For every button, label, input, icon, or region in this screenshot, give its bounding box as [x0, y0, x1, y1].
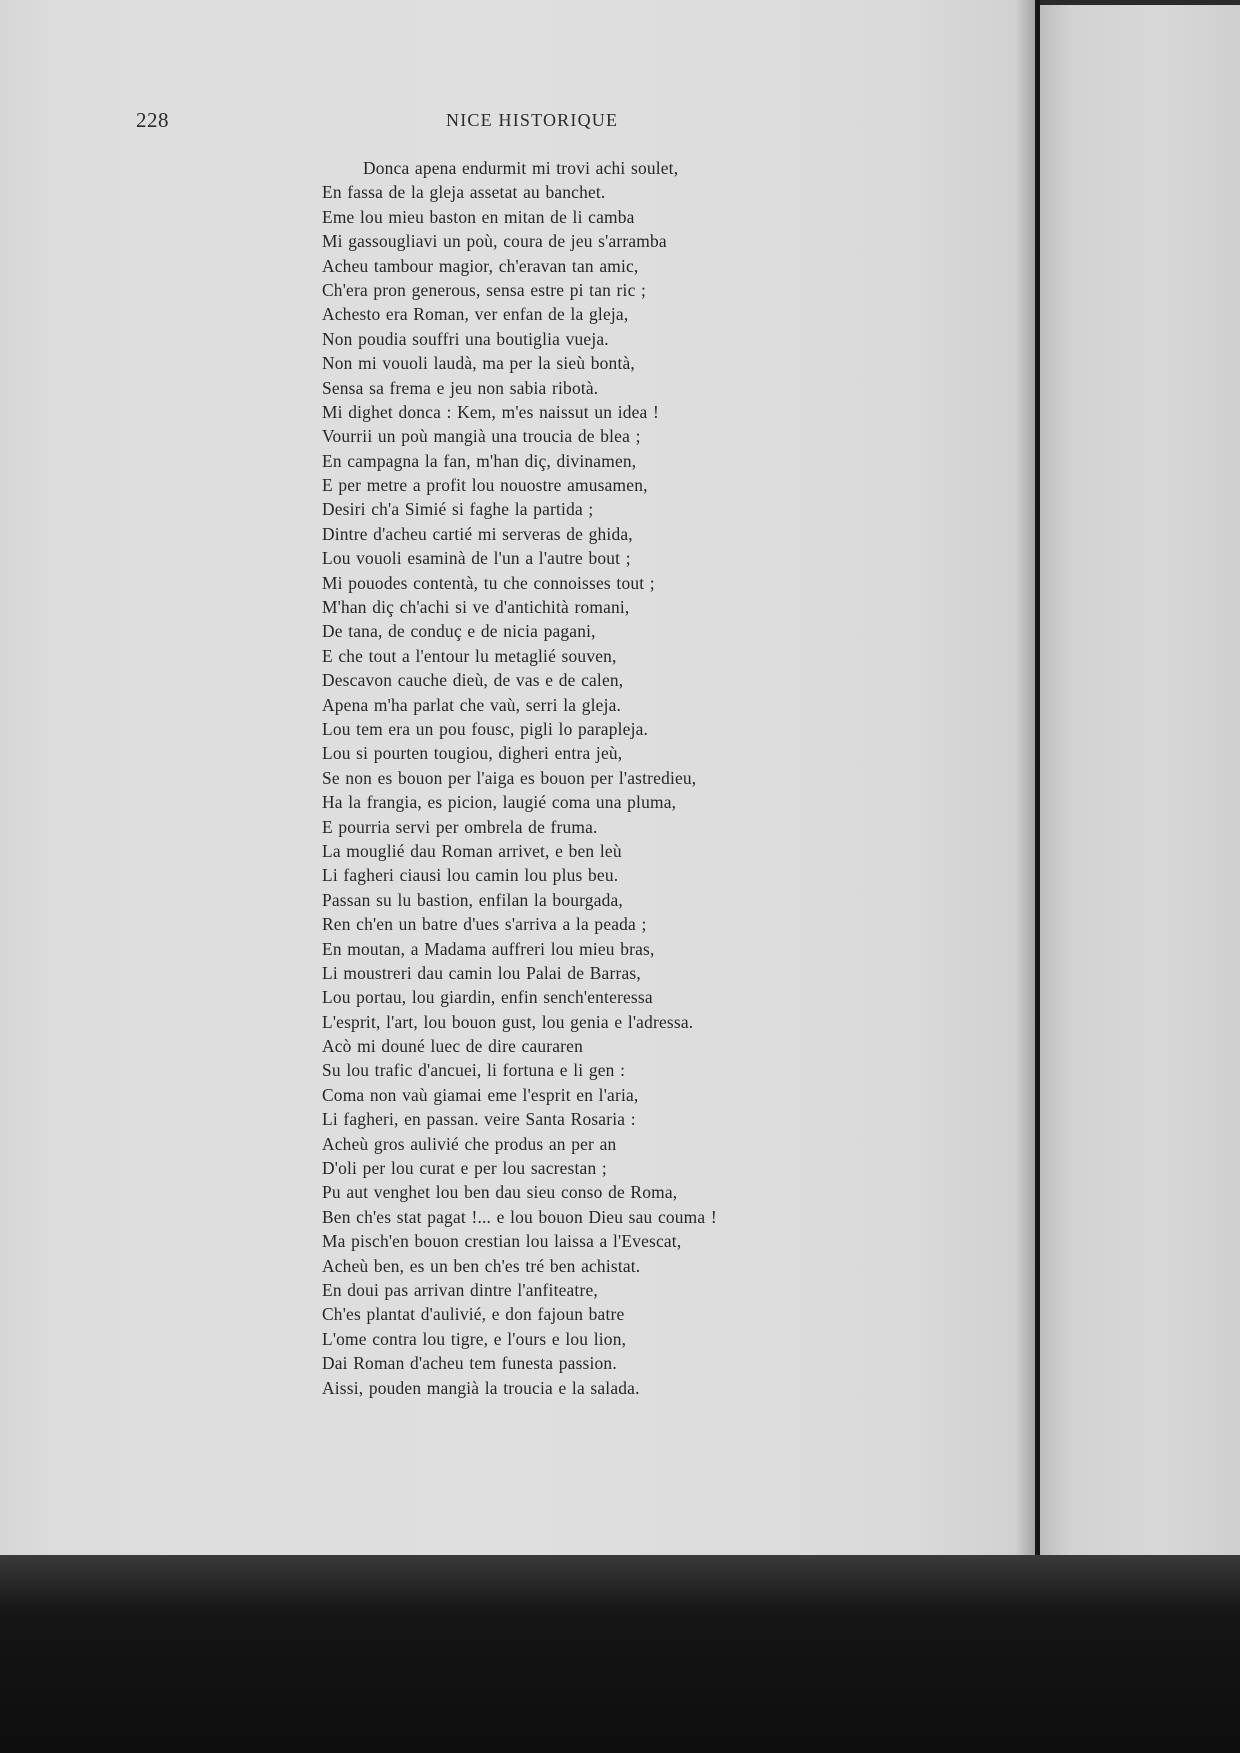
verse-line: Se non es bouon per l'aiga es bouon per l'astredieu,	[322, 767, 697, 788]
running-head: NICE HISTORIQUE	[446, 110, 619, 130]
verse-line: De tana, de conduç e de nicia pagani,	[322, 621, 596, 642]
verse-line: Lou vouoli esaminà de l'un a l'autre bout ;	[322, 548, 631, 569]
verse-line: Vourrii un poù mangià una troucia de blea ;	[322, 426, 641, 447]
verse-line: Ch'era pron generous, sensa estre pi tan ric ;	[322, 279, 647, 300]
verse-line: Acheù gros aulivié che produs an per an	[322, 1133, 617, 1154]
verse-line: L'ome contra lou tigre, e l'ours e lou lion,	[322, 1328, 627, 1349]
verse-line: Ma pisch'en bouon crestian lou laissa a l'Evescat,	[322, 1231, 682, 1252]
verse-line: Mi dighet donca : Kem, m'es naissut un idea !	[322, 401, 660, 422]
verse-line: Achesto era Roman, ver enfan de la gleja,	[322, 304, 629, 325]
scanner-bed-background	[0, 1555, 1240, 1753]
poem-verse	[322, 156, 1022, 1400]
verse-line: Pu aut venghet lou ben dau sieu conso de Roma,	[322, 1182, 678, 1203]
verse-line: Ren ch'en un batre d'ues s'arriva a la peada ;	[322, 914, 647, 935]
verse-line: En moutan, a Madama auffreri lou mieu bras,	[322, 938, 655, 959]
verse-line: Coma non vaù giamai eme l'esprit en l'aria,	[322, 1084, 639, 1105]
verse-line: Dintre d'acheu cartié mi serveras de ghida,	[322, 523, 633, 544]
verse-line: Ha la frangia, es picion, laugié coma una pluma,	[322, 792, 677, 813]
verse-line: Mi gassougliavi un poù, coura de jeu s'arramba	[322, 231, 667, 252]
verse-line: En campagna la fan, m'han diç, divinamen,	[322, 450, 637, 471]
verse-line: La mouglié dau Roman arrivet, e ben leù	[322, 840, 622, 861]
verse-line: En fassa de la gleja assetat au banchet.	[322, 182, 606, 203]
verse-line: Sensa sa frema e jeu non sabia ribotà.	[322, 377, 599, 398]
verse-line: D'oli per lou curat e per lou sacrestan ;	[322, 1158, 607, 1179]
verse-line: E per metre a profit lou nouostre amusamen,	[322, 475, 648, 496]
verse-line: Mi pouodes contentà, tu che connoisses tout ;	[322, 572, 655, 593]
verse-line: Lou portau, lou giardin, enfin sench'enteressa	[322, 987, 653, 1008]
verse-line: Acheu tambour magior, ch'eravan tan amic,	[322, 255, 639, 276]
verse-line: Ch'es plantat d'aulivié, e don fajoun batre	[322, 1304, 625, 1325]
verse-line: Non poudia souffri una boutiglia vueja.	[322, 328, 609, 349]
verse-line: Apena m'ha parlat che vaù, serri la gleja.	[322, 694, 622, 715]
page-number: 228	[136, 108, 169, 132]
verse-line: Aissi, pouden mangià la troucia e la salada.	[322, 1377, 640, 1398]
facing-page-top-edge	[1040, 0, 1240, 5]
verse-line: Desiri ch'a Simié si faghe la partida ;	[322, 499, 594, 520]
verse-line: E che tout a l'entour lu metaglié souven,	[322, 645, 617, 666]
verse-line: M'han diç ch'achi si ve d'antichità romani,	[322, 597, 630, 618]
verse-line: Li fagheri ciausi lou camin lou plus beu.	[322, 865, 619, 886]
verse-line: L'esprit, l'art, lou bouon gust, lou genia e l'adressa.	[322, 1011, 694, 1032]
verse-line: Li moustreri dau camin lou Palai de Barras,	[322, 962, 641, 983]
verse-line: Lou si pourten tougiou, digheri entra jeù,	[322, 743, 623, 764]
verse-line: Acò mi douné luec de dire cauraren	[322, 1036, 583, 1057]
facing-page-edge	[1040, 0, 1240, 1555]
verse-line: Lou tem era un pou fousc, pigli lo parapleja.	[322, 718, 649, 739]
verse-line: Passan su lu bastion, enfilan la bourgada,	[322, 889, 623, 910]
verse-line: Su lou trafic d'ancuei, li fortuna e li gen :	[322, 1060, 626, 1081]
verse-line: Eme lou mieu baston en mitan de li camba	[322, 206, 635, 227]
verse-line: Donca apena endurmit mi trovi achi soulet,	[363, 158, 679, 178]
verse-line: Acheù ben, es un ben ch'es tré ben achistat.	[322, 1255, 641, 1276]
verse-line: Descavon cauche dieù, de vas e de calen,	[322, 670, 624, 691]
verse-line: En doui pas arrivan dintre l'anfiteatre,	[322, 1279, 598, 1300]
verse-line: E pourria servi per ombrela de fruma.	[322, 816, 598, 837]
verse-line: Li fagheri, en passan. veire Santa Rosaria :	[322, 1109, 636, 1130]
verse-line: Dai Roman d'acheu tem funesta passion.	[322, 1353, 617, 1374]
verse-line: Non mi vouoli laudà, ma per la sieù bontà,	[322, 353, 635, 374]
verse-line: Ben ch'es stat pagat !... e lou bouon Dieu sau couma !	[322, 1206, 717, 1227]
